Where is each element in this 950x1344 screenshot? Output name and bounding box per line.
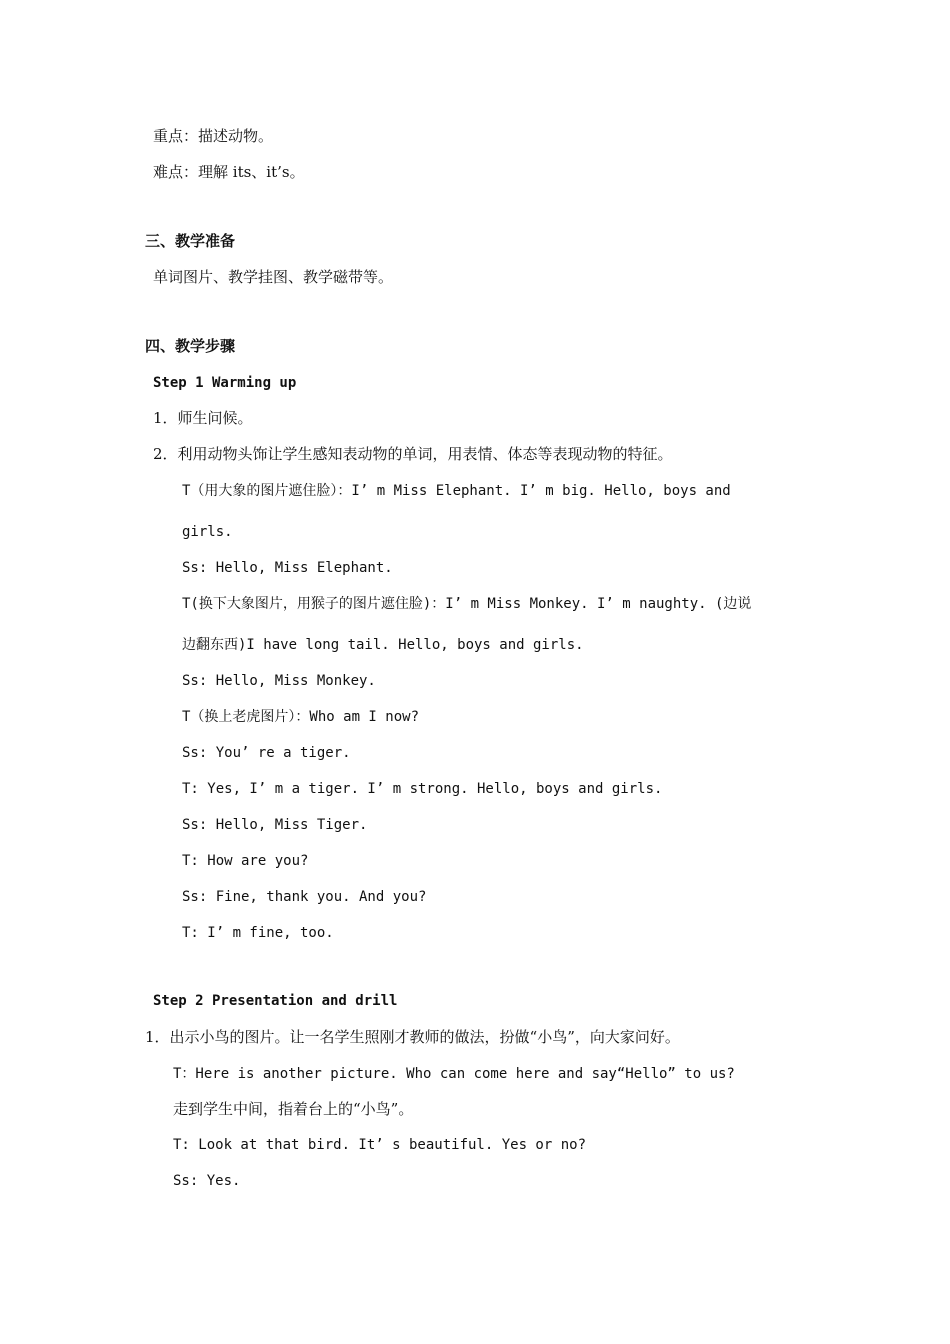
section-4-title: 四、教学步骤 [145,337,236,355]
dialogue-line: Ss: Hello, Miss Tiger. [182,817,368,833]
step-1-title: Step 1 Warming up [153,375,297,391]
dialogue-line: T: How are you? [182,853,309,869]
section-3-body: 单词图片、教学挂图、教学磁带等。 [153,268,394,286]
dialogue-line: Ss: Fine, thank you. And you? [182,889,427,905]
dialogue-line: 边翻东西)I have long tail. Hello, boys and girls. [182,637,584,653]
dialogue-line: T（用大象的图片遮住脸）：I’ m Miss Elephant. I’ m big. Hello, boys and [182,483,731,499]
dialogue-line: Ss: Hello, Miss Elephant. [182,560,393,576]
step-1-item-1: 1．师生问候。 [153,409,253,427]
dialogue-line: T: Yes, I’ m a tiger. I’ m strong. Hello, boys and girls. [182,781,663,797]
step-2-title: Step 2 Presentation and drill [153,993,398,1009]
dialogue-line: Ss: Yes. [173,1173,241,1189]
dialogue-line: T：Here is another picture. Who can come here and say“Hello” to us? [173,1066,735,1082]
dialogue-line: Ss: You’ re a tiger. [182,745,351,761]
step-2-item-1: 1．出示小鸟的图片。让一名学生照刚才教师的做法，扮做“小鸟”，向大家问好。 [145,1028,680,1046]
dialogue-line: T: Look at that bird. It’ s beautiful. Yes or no? [173,1137,587,1153]
step-1-item-2: 2．利用动物头饰让学生感知表动物的单词，用表情、体态等表现动物的特征。 [153,445,673,463]
key-point-line: 重点：描述动物。 [153,127,274,145]
dialogue-line: T（换上老虎图片）：Who am I now? [182,709,420,725]
dialogue-line: T: I’ m fine, too. [182,925,334,941]
dialogue-line: T(换下大象图片，用猴子的图片遮住脸)：I’ m Miss Monkey. I’ m naughty. (边说 [182,596,752,612]
dialogue-line: 走到学生中间，指着台上的“小鸟”。 [173,1100,414,1118]
section-3-title: 三、教学准备 [145,232,236,250]
dialogue-line: girls. [182,524,233,540]
dialogue-line: Ss: Hello, Miss Monkey. [182,673,376,689]
difficulty-line: 难点：理解 its、it’s。 [153,163,305,181]
